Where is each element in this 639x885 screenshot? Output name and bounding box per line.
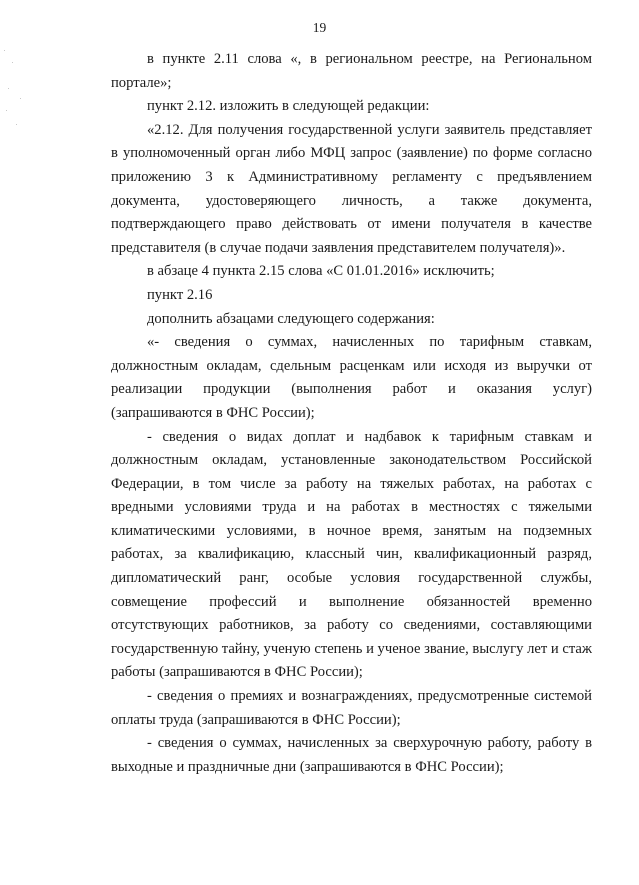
paragraph: в пункте 2.11 слова «, в региональном реестре, на Региональном портале»; xyxy=(111,51,592,91)
paragraph: дополнить абзацами следующего содержания: xyxy=(147,310,435,327)
paragraph: «- сведения о суммах, начисленных по тарифным ставкам, должностным окладам, сдельным расценкам или исходя из выручки от реализации продукции (выполнения работ и оказания услуг) (запрашиваются в ФНС России); xyxy=(111,334,592,421)
paragraph: «2.12. Для получения государственной услуги заявитель представляет в уполномоченный орган либо МФЦ запрос (заявление) по форме согласно приложению 3 к Административному регламенту с предъявлением документа, удостоверяющего личность, а также документа, подтверждающего право действовать от имени получателя в качестве представителя (в случае подачи заявления представителем получателя)». xyxy=(111,121,592,256)
paragraph: пункт 2.12. изложить в следующей редакции: xyxy=(147,98,430,115)
paragraph: пункт 2.16 xyxy=(147,286,213,303)
page-number: 19 xyxy=(312,20,327,35)
document-body xyxy=(111,48,592,779)
paragraph: - сведения о премиях и вознаграждениях, предусмотренные системой оплаты труда (запрашиваются в ФНС России); xyxy=(111,688,592,728)
paragraph: - сведения о видах доплат и надбавок к тарифным ставкам и должностным окладам, установленные законодательством Российской Федерации, в том числе за работу на тяжелых работах, на работах с вредными условиями труда и на работах в местностях с тяжелыми климатическими условиями, в ночное время, занятым на подземных работах, за квалификацию, классный чин, квалификационный разряд, дипломатический ранг, особые условия государственной службы, совмещение профессий и выполнение обязанностей временно отсутствующих работников, за работу со сведениями, составляющими государственную тайну, ученую степень и ученое звание, выслугу лет и стаж работы (запрашиваются в ФНС России); xyxy=(111,428,592,681)
paragraph: в абзаце 4 пункта 2.15 слова «С 01.01.2016» исключить; xyxy=(147,263,495,280)
scan-margin-noise xyxy=(0,40,40,140)
paragraph: - сведения о суммах, начисленных за сверхурочную работу, работу в выходные и праздничные дни (запрашиваются в ФНС России); xyxy=(111,735,592,775)
